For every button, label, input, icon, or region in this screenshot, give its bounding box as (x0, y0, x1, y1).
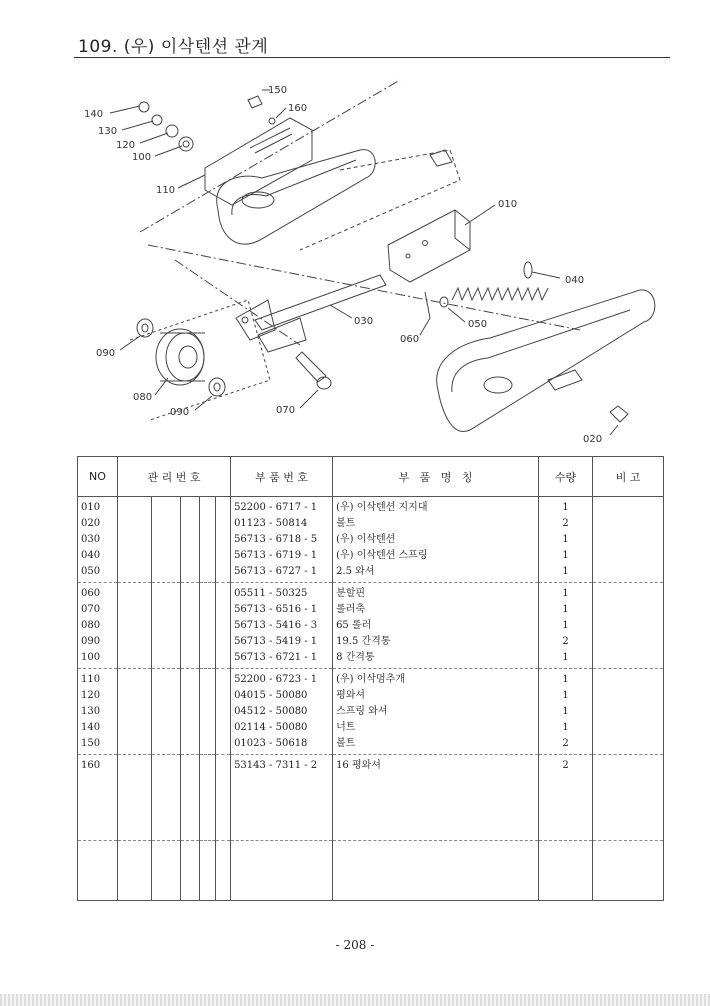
part-no-cell: 05511 - 50325 56713 - 6516 - 1 56713 - 5416 - 3 56713 - 5419 - 1 56713 - 6721 - 1 (231, 583, 333, 669)
part-no-cell: 53143 - 7311 - 2 (231, 755, 333, 841)
page-title: 109. (우) 이삭텐션 관계 (78, 37, 269, 57)
no-cell: 160 (78, 755, 118, 841)
callout-label: 080 (133, 392, 153, 403)
table-row-group (78, 583, 664, 669)
col-qty: 수량 (539, 457, 593, 497)
part-name-cell: (우) 이삭텐션 지지대 볼트 (우) 이삭텐션 (우) 이삭텐션 스프링 2.5 와셔 (333, 497, 539, 583)
parts-table (77, 456, 664, 901)
exploded-parts-diagram (74, 66, 664, 452)
part-name-cell: (우) 이삭멈추개 평와셔 스프링 와셔 너트 볼트 (333, 669, 539, 755)
callout-label: 040 (565, 275, 585, 286)
no-cell: 060 070 080 090 100 (78, 583, 118, 669)
callout-label: 120 (116, 140, 136, 151)
callout-label: 010 (498, 199, 518, 210)
note-cell (593, 583, 664, 669)
note-cell (593, 755, 664, 841)
col-no: NO (78, 457, 118, 497)
no-cell: 110 120 130 140 150 (78, 669, 118, 755)
qty-cell: 1 1 1 1 2 (539, 669, 593, 755)
col-part-no: 부 품 번 호 (231, 457, 333, 497)
part-no-cell: 52200 - 6717 - 1 01123 - 50814 56713 - 6718 - 5 56713 - 6719 - 1 56713 - 6727 - 1 (231, 497, 333, 583)
qty-cell: 1 1 1 2 1 (539, 583, 593, 669)
callout-label: 130 (98, 126, 118, 137)
table-row-group (78, 755, 664, 841)
qty-cell: 1 2 1 1 1 (539, 497, 593, 583)
callout-label: 030 (354, 316, 374, 327)
part-no-cell: 52200 - 6723 - 1 04015 - 50080 04512 - 50080 02114 - 50080 01023 - 50618 (231, 669, 333, 755)
part-name-cell: 분할핀 롤러축 65 롤러 19.5 간격통 8 간격통 (333, 583, 539, 669)
table-row-group (78, 497, 664, 583)
callout-label: 070 (276, 405, 296, 416)
callout-label: 160 (288, 103, 308, 114)
callout-label: 090 (96, 348, 116, 359)
table-row-group (78, 669, 664, 755)
callout-label: 110 (156, 185, 176, 196)
callout-label: 150 (268, 85, 288, 96)
callout-label: 020 (583, 434, 603, 445)
note-cell (593, 497, 664, 583)
note-cell (593, 669, 664, 755)
callout-label: 050 (468, 319, 488, 330)
title-rule (74, 57, 670, 58)
no-cell: 010 020 030 040 050 (78, 497, 118, 583)
callout-label: 100 (132, 152, 152, 163)
scan-edge (0, 994, 710, 1006)
col-mgmt-no: 관 리 번 호 (118, 457, 231, 497)
table-header-row (78, 457, 664, 497)
col-note: 비 고 (593, 457, 664, 497)
part-name-cell: 16 평와셔 (333, 755, 539, 841)
col-part-name: 부 품 명 칭 (333, 457, 539, 497)
page-number: - 208 - (335, 938, 375, 952)
callout-label: 090 (170, 407, 190, 418)
qty-cell: 2 (539, 755, 593, 841)
callout-label: 060 (400, 334, 420, 345)
table-row-empty (78, 841, 664, 901)
callout-label: 140 (84, 109, 104, 120)
